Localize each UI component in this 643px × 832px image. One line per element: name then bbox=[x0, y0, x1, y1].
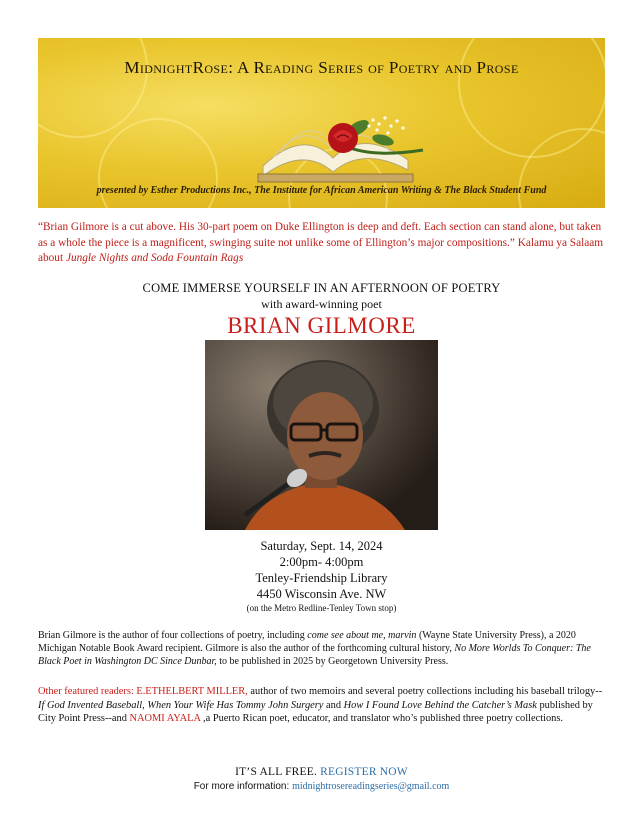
free-text: IT’S ALL FREE. bbox=[235, 766, 321, 778]
bio-text: Brian Gilmore is the author of four collections of poetry, including bbox=[38, 630, 308, 641]
event-date: Saturday, Sept. 14, 2024 bbox=[260, 539, 383, 553]
reader-description: ,a Puerto Rican poet, educator, and translator who’s published three poetry collections. bbox=[200, 713, 563, 724]
header-banner bbox=[38, 38, 605, 208]
poet-bio bbox=[38, 629, 608, 668]
contact-label: For more information: bbox=[193, 781, 293, 792]
book-and-rose-image bbox=[233, 88, 433, 188]
reader-name: NAOMI AYALA bbox=[129, 713, 201, 724]
bio-text: (Wayne State University Press), a 2020 Michigan Notable Book Award recipient. Gilmore is also the author of the forthcoming cultural history, bbox=[38, 630, 576, 654]
review-quote bbox=[38, 220, 608, 267]
event-time: 2:00pm- 4:00pm bbox=[279, 555, 364, 569]
book-title: No More Worlds To Conquer: The Black Poet in Washington DC Since Dunbar, bbox=[38, 643, 591, 667]
quote-text: “Brian Gilmore is a cut above. His 30-part poem on Duke Ellington is deep and deft. Each section can stand alone, but taken as a whole the piece is a magnificent, swinging suite not unlike some of Ellington’s major compositions.” Kalamu ya Salaam about bbox=[38, 221, 604, 264]
reader-description: author of two memoirs and several poetry collections including his baseball trilogy-- bbox=[247, 686, 603, 697]
contact-email-link[interactable]: midnightrosereadingseries@gmail.com bbox=[292, 781, 450, 792]
series-title: MidnightRose: A Reading Series of Poetry and Prose bbox=[124, 58, 519, 77]
contact-line bbox=[0, 781, 643, 792]
event-venue: Tenley-Friendship Library bbox=[255, 571, 388, 585]
reader-description: and bbox=[323, 699, 344, 711]
poet-photo-illustration bbox=[205, 340, 438, 530]
book-title: If God Invented Baseball, When Your Wife Has Tommy John Surgery bbox=[38, 699, 324, 711]
event-subheadline: with award-winning poet bbox=[261, 297, 382, 311]
free-admission-line bbox=[0, 766, 643, 778]
event-headline: COME IMMERSE YOURSELF IN AN AFTERNOON OF POETRY bbox=[142, 281, 501, 295]
poet-photo bbox=[205, 340, 438, 530]
register-link[interactable]: REGISTER NOW bbox=[320, 766, 408, 778]
featured-readers-intro: Other featured readers: E.ETHELBERT MILLER, bbox=[38, 686, 248, 697]
quote-source-title: Jungle Nights and Soda Fountain Rags bbox=[65, 252, 244, 264]
featured-readers bbox=[38, 685, 608, 726]
reader-description: published by City Point Press--and bbox=[38, 699, 593, 724]
book-title: come see about me, marvin bbox=[307, 630, 417, 641]
bio-text: to be published in 2025 by Georgetown University Press. bbox=[216, 656, 449, 667]
presenters-line: presented by Esther Productions Inc., The Institute for African American Writing & The Black Student Fund bbox=[96, 185, 547, 196]
poet-name: BRIAN GILMORE bbox=[227, 313, 416, 338]
event-address: 4450 Wisconsin Ave. NW bbox=[256, 587, 387, 601]
metro-directions: (on the Metro Redline-Tenley Town stop) bbox=[246, 603, 397, 613]
book-title: How I Found Love Behind the Catcher’s Mask bbox=[343, 699, 537, 711]
